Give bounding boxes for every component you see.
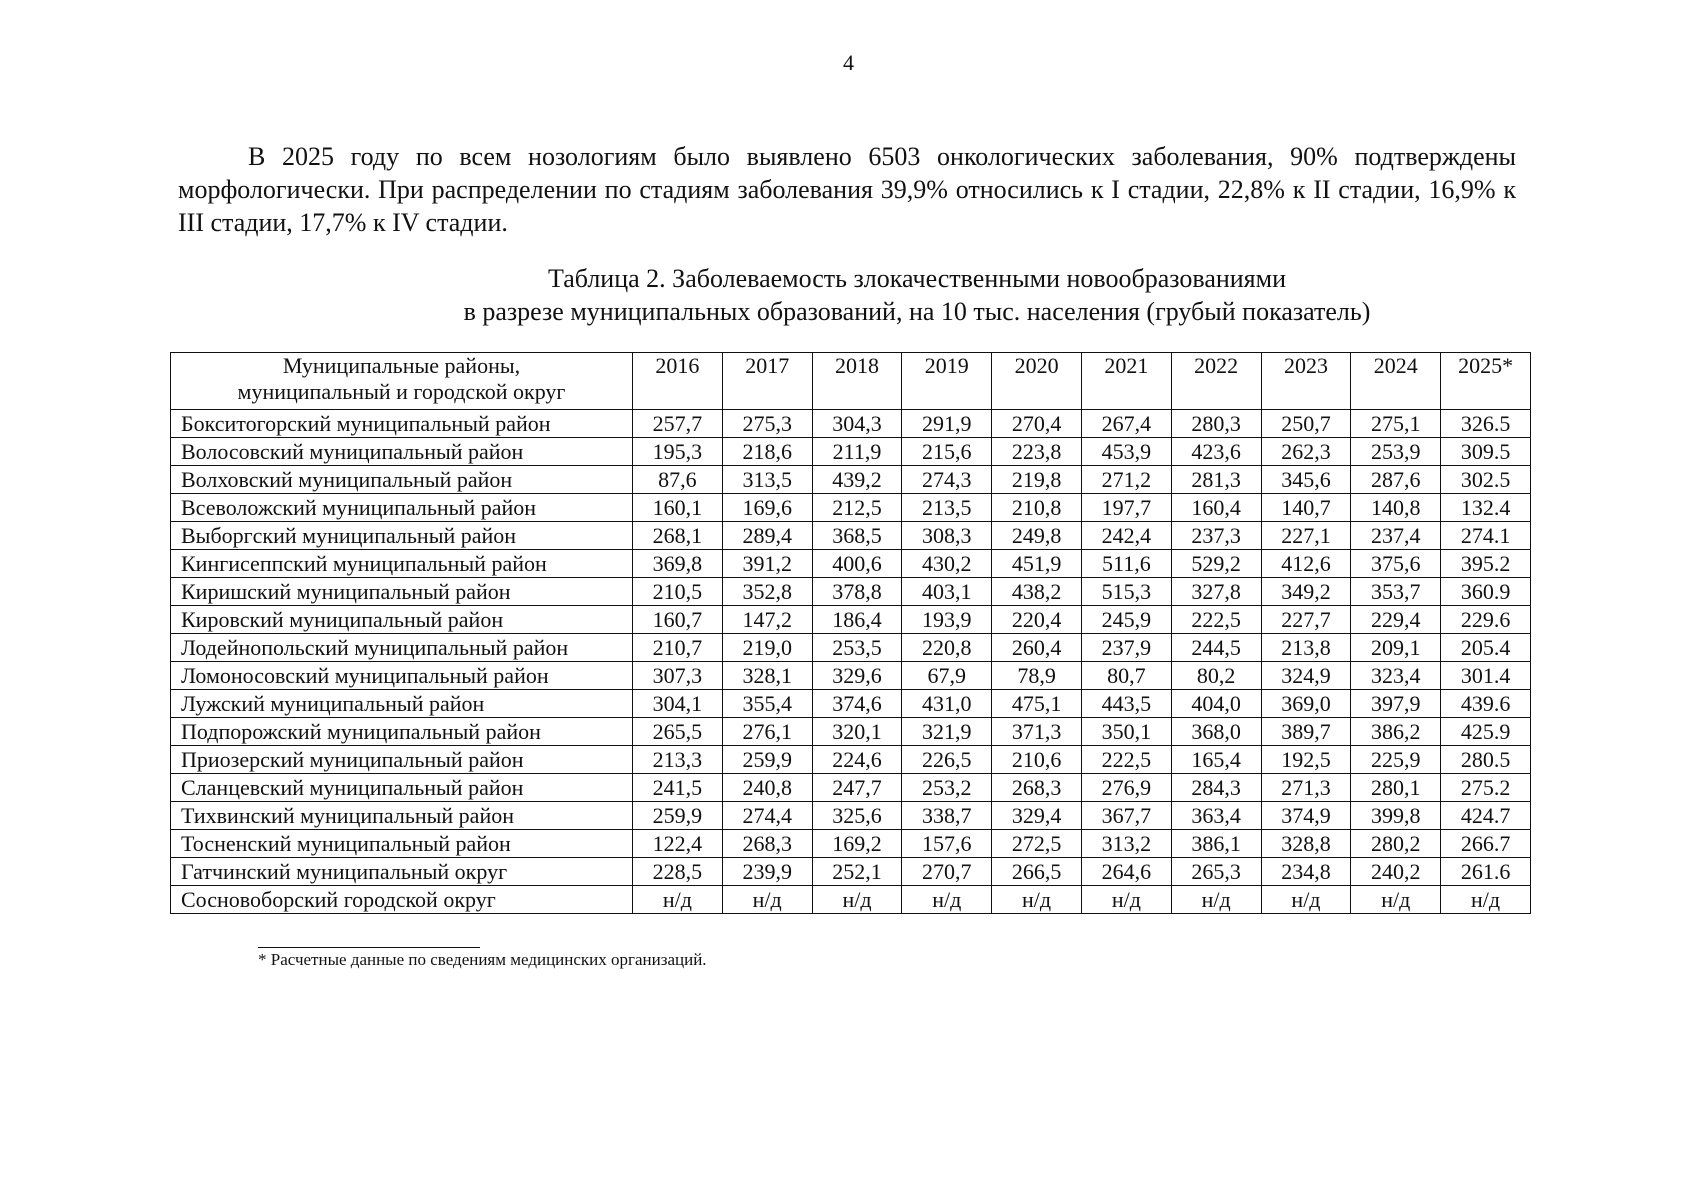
row-value-cell: 250,7: [1261, 410, 1351, 438]
header-year: 2018: [812, 353, 902, 410]
row-municipality-name: Лодейнопольский муниципальный район: [171, 634, 633, 662]
row-value-cell: 291,9: [902, 410, 992, 438]
row-municipality-name: Ломоносовский муниципальный район: [171, 662, 633, 690]
row-value-cell: 280.5: [1441, 746, 1531, 774]
table-row: [171, 858, 1531, 886]
row-value-cell: 275,3: [722, 410, 812, 438]
row-value-cell: 222,5: [1171, 606, 1261, 634]
row-value-cell: 271,3: [1261, 774, 1351, 802]
row-value-cell: 242,4: [1081, 522, 1171, 550]
footnote: * Расчетные данные по сведениям медицинских организаций.: [258, 950, 707, 969]
row-value-cell: 140,7: [1261, 494, 1351, 522]
row-value-cell: 424.7: [1441, 802, 1531, 830]
row-value-cell: 301.4: [1441, 662, 1531, 690]
table-row: [171, 662, 1531, 690]
row-value-cell: 374,6: [812, 690, 902, 718]
row-value-cell: 224,6: [812, 746, 902, 774]
row-value-cell: 227,1: [1261, 522, 1351, 550]
row-municipality-name: Бокситогорский муниципальный район: [171, 410, 633, 438]
row-value-cell: 67,9: [902, 662, 992, 690]
row-value-cell: н/д: [722, 886, 812, 914]
row-municipality-name: Выборгский муниципальный район: [171, 522, 633, 550]
row-value-cell: 247,7: [812, 774, 902, 802]
row-value-cell: 78,9: [992, 662, 1082, 690]
row-value-cell: 289,4: [722, 522, 812, 550]
row-value-cell: 265,5: [633, 718, 723, 746]
header-municipality-line-1: Муниципальные районы,: [282, 353, 521, 378]
row-value-cell: н/д: [1081, 886, 1171, 914]
row-value-cell: 265,3: [1171, 858, 1261, 886]
row-value-cell: 229,4: [1351, 606, 1441, 634]
row-value-cell: 205.4: [1441, 634, 1531, 662]
row-value-cell: 391,2: [722, 550, 812, 578]
row-value-cell: 329,4: [992, 802, 1082, 830]
row-value-cell: 355,4: [722, 690, 812, 718]
row-value-cell: 186,4: [812, 606, 902, 634]
row-value-cell: 280,2: [1351, 830, 1441, 858]
row-value-cell: 287,6: [1351, 466, 1441, 494]
incidence-table: [170, 352, 1531, 914]
row-value-cell: 304,3: [812, 410, 902, 438]
row-value-cell: 261.6: [1441, 858, 1531, 886]
row-value-cell: 325,6: [812, 802, 902, 830]
row-value-cell: 210,6: [992, 746, 1082, 774]
row-value-cell: 169,6: [722, 494, 812, 522]
row-municipality-name: Гатчинский муниципальный округ: [171, 858, 633, 886]
table-row: [171, 494, 1531, 522]
table-row: [171, 522, 1531, 550]
row-value-cell: 302.5: [1441, 466, 1531, 494]
header-year: 2025*: [1441, 353, 1531, 410]
row-value-cell: 140,8: [1351, 494, 1441, 522]
row-value-cell: 80,2: [1171, 662, 1261, 690]
row-value-cell: 274,4: [722, 802, 812, 830]
row-value-cell: 367,7: [1081, 802, 1171, 830]
row-municipality-name: Лужский муниципальный район: [171, 690, 633, 718]
table-row: [171, 466, 1531, 494]
row-value-cell: 160,7: [633, 606, 723, 634]
row-value-cell: 132.4: [1441, 494, 1531, 522]
row-value-cell: 197,7: [1081, 494, 1171, 522]
row-value-cell: 213,3: [633, 746, 723, 774]
row-value-cell: 218,6: [722, 438, 812, 466]
table-row: [171, 634, 1531, 662]
row-value-cell: 369,0: [1261, 690, 1351, 718]
row-value-cell: 371,3: [992, 718, 1082, 746]
row-value-cell: 227,7: [1261, 606, 1351, 634]
row-value-cell: 229.6: [1441, 606, 1531, 634]
table-body: [171, 410, 1531, 914]
row-value-cell: 397,9: [1351, 690, 1441, 718]
row-value-cell: 404,0: [1171, 690, 1261, 718]
row-value-cell: 345,6: [1261, 466, 1351, 494]
row-value-cell: 259,9: [722, 746, 812, 774]
row-municipality-name: Кировский муниципальный район: [171, 606, 633, 634]
row-value-cell: 219,0: [722, 634, 812, 662]
row-value-cell: 274.1: [1441, 522, 1531, 550]
row-value-cell: 122,4: [633, 830, 723, 858]
row-value-cell: 349,2: [1261, 578, 1351, 606]
row-value-cell: н/д: [1261, 886, 1351, 914]
row-value-cell: 353,7: [1351, 578, 1441, 606]
header-year: 2016: [633, 353, 723, 410]
row-value-cell: 374,9: [1261, 802, 1351, 830]
row-value-cell: 439.6: [1441, 690, 1531, 718]
row-value-cell: 431,0: [902, 690, 992, 718]
row-value-cell: 215,6: [902, 438, 992, 466]
row-value-cell: 275.2: [1441, 774, 1531, 802]
row-value-cell: 352,8: [722, 578, 812, 606]
row-value-cell: 268,1: [633, 522, 723, 550]
row-value-cell: 511,6: [1081, 550, 1171, 578]
header-year: 2020: [992, 353, 1082, 410]
row-value-cell: 412,6: [1261, 550, 1351, 578]
row-value-cell: 324,9: [1261, 662, 1351, 690]
row-value-cell: н/д: [1351, 886, 1441, 914]
page-number: 4: [843, 50, 854, 75]
row-value-cell: 209,1: [1351, 634, 1441, 662]
row-value-cell: 275,1: [1351, 410, 1441, 438]
row-value-cell: 307,3: [633, 662, 723, 690]
row-value-cell: 267,4: [1081, 410, 1171, 438]
row-value-cell: 225,9: [1351, 746, 1441, 774]
table-row: [171, 746, 1531, 774]
row-value-cell: 210,5: [633, 578, 723, 606]
row-value-cell: 253,5: [812, 634, 902, 662]
row-value-cell: 403,1: [902, 578, 992, 606]
row-value-cell: 259,9: [633, 802, 723, 830]
row-value-cell: 270,7: [902, 858, 992, 886]
header-year: 2019: [902, 353, 992, 410]
row-value-cell: 264,6: [1081, 858, 1171, 886]
row-value-cell: 321,9: [902, 718, 992, 746]
header-year: 2017: [722, 353, 812, 410]
row-value-cell: 268,3: [992, 774, 1082, 802]
row-value-cell: 210,7: [633, 634, 723, 662]
table-row: [171, 718, 1531, 746]
row-value-cell: 169,2: [812, 830, 902, 858]
row-value-cell: 425.9: [1441, 718, 1531, 746]
row-value-cell: 326.5: [1441, 410, 1531, 438]
row-value-cell: 147,2: [722, 606, 812, 634]
row-value-cell: 213,8: [1261, 634, 1351, 662]
row-municipality-name: Киришский муниципальный район: [171, 578, 633, 606]
row-municipality-name: Подпорожский муниципальный район: [171, 718, 633, 746]
row-value-cell: 157,6: [902, 830, 992, 858]
row-value-cell: 313,5: [722, 466, 812, 494]
row-value-cell: 309.5: [1441, 438, 1531, 466]
row-value-cell: 223,8: [992, 438, 1082, 466]
row-value-cell: 430,2: [902, 550, 992, 578]
row-value-cell: 423,6: [1171, 438, 1261, 466]
row-value-cell: 237,3: [1171, 522, 1261, 550]
row-municipality-name: Сосновоборский городской округ: [171, 886, 633, 914]
row-value-cell: 363,4: [1171, 802, 1261, 830]
row-municipality-name: Тосненский муниципальный район: [171, 830, 633, 858]
table-title-line-1: Таблица 2. Заболеваемость злокачественными новообразованиями: [547, 264, 1287, 293]
row-value-cell: 284,3: [1171, 774, 1261, 802]
row-value-cell: 308,3: [902, 522, 992, 550]
row-value-cell: 210,8: [992, 494, 1082, 522]
row-value-cell: 271,2: [1081, 466, 1171, 494]
row-value-cell: 165,4: [1171, 746, 1261, 774]
row-value-cell: 193,9: [902, 606, 992, 634]
table-row: [171, 438, 1531, 466]
row-value-cell: 260,4: [992, 634, 1082, 662]
row-value-cell: 222,5: [1081, 746, 1171, 774]
row-value-cell: 226,5: [902, 746, 992, 774]
row-value-cell: 400,6: [812, 550, 902, 578]
row-value-cell: 239,9: [722, 858, 812, 886]
row-value-cell: 453,9: [1081, 438, 1171, 466]
row-value-cell: 87,6: [633, 466, 723, 494]
intro-paragraph: В 2025 году по всем нозологиям было выявлено 6503 онкологических заболевания, 90% подтверждены морфологически. При распределении по стадиям заболевания 39,9% относились к I стадии, 22,8% к II стадии, 16,9% к III стадии, 17,7% к IV стадии.: [178, 142, 1516, 237]
row-value-cell: 320,1: [812, 718, 902, 746]
row-value-cell: 281,3: [1171, 466, 1261, 494]
row-value-cell: 80,7: [1081, 662, 1171, 690]
row-value-cell: 212,5: [812, 494, 902, 522]
row-value-cell: 386,1: [1171, 830, 1261, 858]
row-value-cell: 276,1: [722, 718, 812, 746]
footnote-divider: [258, 947, 480, 948]
row-value-cell: 327,8: [1171, 578, 1261, 606]
row-value-cell: 439,2: [812, 466, 902, 494]
header-year: 2022: [1171, 353, 1261, 410]
row-value-cell: 253,2: [902, 774, 992, 802]
row-value-cell: н/д: [992, 886, 1082, 914]
row-value-cell: 266,5: [992, 858, 1082, 886]
header-year: 2024: [1351, 353, 1441, 410]
row-value-cell: 195,3: [633, 438, 723, 466]
row-value-cell: 257,7: [633, 410, 723, 438]
row-value-cell: 368,0: [1171, 718, 1261, 746]
row-value-cell: 338,7: [902, 802, 992, 830]
row-municipality-name: Сланцевский муниципальный район: [171, 774, 633, 802]
table-row: [171, 410, 1531, 438]
row-municipality-name: Приозерский муниципальный район: [171, 746, 633, 774]
row-value-cell: 249,8: [992, 522, 1082, 550]
header-municipality-line-2: муниципальный и городской округ: [237, 379, 566, 404]
row-value-cell: 438,2: [992, 578, 1082, 606]
header-municipality: [171, 353, 633, 410]
row-value-cell: 274,3: [902, 466, 992, 494]
row-value-cell: 323,4: [1351, 662, 1441, 690]
table-title: [178, 262, 1516, 328]
row-value-cell: 328,8: [1261, 830, 1351, 858]
row-value-cell: 280,1: [1351, 774, 1441, 802]
row-value-cell: 386,2: [1351, 718, 1441, 746]
row-value-cell: 213,5: [902, 494, 992, 522]
row-value-cell: 280,3: [1171, 410, 1261, 438]
table-row: [171, 886, 1531, 914]
row-value-cell: 270,4: [992, 410, 1082, 438]
row-value-cell: 276,9: [1081, 774, 1171, 802]
row-municipality-name: Волховский муниципальный район: [171, 466, 633, 494]
table-row: [171, 606, 1531, 634]
row-value-cell: 245,9: [1081, 606, 1171, 634]
row-value-cell: 241,5: [633, 774, 723, 802]
row-value-cell: н/д: [1171, 886, 1261, 914]
row-municipality-name: Волосовский муниципальный район: [171, 438, 633, 466]
header-year: 2021: [1081, 353, 1171, 410]
row-value-cell: 313,2: [1081, 830, 1171, 858]
table-title-line-2: в разрезе муниципальных образований, на 10 тыс. населения (грубый показатель): [463, 297, 1371, 326]
row-municipality-name: Тихвинский муниципальный район: [171, 802, 633, 830]
row-value-cell: 252,1: [812, 858, 902, 886]
row-value-cell: 529,2: [1171, 550, 1261, 578]
row-value-cell: 253,9: [1351, 438, 1441, 466]
row-value-cell: 220,8: [902, 634, 992, 662]
row-value-cell: н/д: [1441, 886, 1531, 914]
table-row: [171, 578, 1531, 606]
row-value-cell: 515,3: [1081, 578, 1171, 606]
row-value-cell: 160,1: [633, 494, 723, 522]
row-value-cell: 237,4: [1351, 522, 1441, 550]
row-municipality-name: Кингисеппский муниципальный район: [171, 550, 633, 578]
row-value-cell: 240,8: [722, 774, 812, 802]
row-municipality-name: Всеволожский муниципальный район: [171, 494, 633, 522]
row-value-cell: 219,8: [992, 466, 1082, 494]
row-value-cell: 268,3: [722, 830, 812, 858]
row-value-cell: 160,4: [1171, 494, 1261, 522]
row-value-cell: 360.9: [1441, 578, 1531, 606]
table-row: [171, 830, 1531, 858]
row-value-cell: 350,1: [1081, 718, 1171, 746]
row-value-cell: 244,5: [1171, 634, 1261, 662]
table-row: [171, 802, 1531, 830]
header-year: 2023: [1261, 353, 1351, 410]
row-value-cell: 228,5: [633, 858, 723, 886]
row-value-cell: 211,9: [812, 438, 902, 466]
row-value-cell: 240,2: [1351, 858, 1441, 886]
row-value-cell: 237,9: [1081, 634, 1171, 662]
row-value-cell: 395.2: [1441, 550, 1531, 578]
row-value-cell: 192,5: [1261, 746, 1351, 774]
row-value-cell: н/д: [812, 886, 902, 914]
row-value-cell: 378,8: [812, 578, 902, 606]
row-value-cell: 368,5: [812, 522, 902, 550]
table-row: [171, 550, 1531, 578]
table-header-row: [171, 353, 1531, 410]
table-row: [171, 690, 1531, 718]
row-value-cell: 475,1: [992, 690, 1082, 718]
row-value-cell: н/д: [633, 886, 723, 914]
row-value-cell: 369,8: [633, 550, 723, 578]
row-value-cell: 328,1: [722, 662, 812, 690]
row-value-cell: 220,4: [992, 606, 1082, 634]
row-value-cell: 443,5: [1081, 690, 1171, 718]
row-value-cell: 262,3: [1261, 438, 1351, 466]
row-value-cell: н/д: [902, 886, 992, 914]
row-value-cell: 389,7: [1261, 718, 1351, 746]
row-value-cell: 304,1: [633, 690, 723, 718]
row-value-cell: 272,5: [992, 830, 1082, 858]
row-value-cell: 399,8: [1351, 802, 1441, 830]
row-value-cell: 266.7: [1441, 830, 1531, 858]
row-value-cell: 234,8: [1261, 858, 1351, 886]
row-value-cell: 451,9: [992, 550, 1082, 578]
table-row: [171, 774, 1531, 802]
row-value-cell: 375,6: [1351, 550, 1441, 578]
row-value-cell: 329,6: [812, 662, 902, 690]
